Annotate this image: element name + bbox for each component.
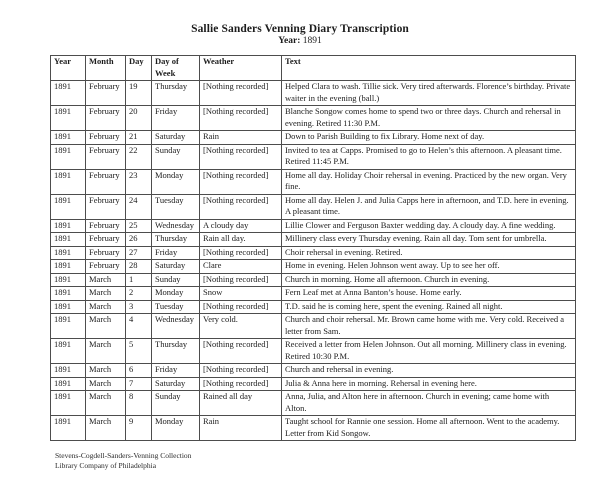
table-row (51, 377, 576, 391)
cell-day: 6 (126, 364, 152, 378)
cell-day: 22 (126, 144, 152, 169)
cell-text: Choir rehersal in evening. Retired. (282, 246, 576, 260)
cell-year: 1891 (51, 233, 86, 247)
cell-year: 1891 (51, 144, 86, 169)
cell-weather: [Nothing recorded] (200, 339, 282, 364)
cell-day: 8 (126, 391, 152, 416)
table-row (51, 246, 576, 260)
cell-day-of-week: Thursday (152, 81, 200, 106)
cell-text: Church and rehersal in evening. (282, 364, 576, 378)
cell-day: 27 (126, 246, 152, 260)
cell-day: 25 (126, 219, 152, 233)
cell-text: Millinery class every Thursday evening. Rain all day. Tom sent for umbrella. (282, 233, 576, 247)
header-day-of-week: Day of Week (152, 56, 200, 81)
cell-weather: [Nothing recorded] (200, 377, 282, 391)
cell-year: 1891 (51, 364, 86, 378)
page-subtitle (0, 36, 600, 46)
cell-day-of-week: Friday (152, 106, 200, 131)
cell-month: February (86, 194, 126, 219)
cell-month: February (86, 144, 126, 169)
page-title: Sallie Sanders Venning Diary Transcription (191, 23, 409, 35)
cell-day: 20 (126, 106, 152, 131)
table-row (51, 260, 576, 274)
cell-text: Home in evening. Helen Johnson went away. Up to see her off. (282, 260, 576, 274)
table-row (51, 364, 576, 378)
header-month: Month (86, 56, 126, 81)
cell-day: 23 (126, 169, 152, 194)
cell-day-of-week: Friday (152, 246, 200, 260)
cell-month: March (86, 377, 126, 391)
cell-day-of-week: Saturday (152, 260, 200, 274)
cell-year: 1891 (51, 416, 86, 441)
cell-day-of-week: Saturday (152, 377, 200, 391)
cell-day: 7 (126, 377, 152, 391)
table-row (51, 169, 576, 194)
document-page (0, 23, 600, 487)
table-row (51, 131, 576, 145)
cell-day-of-week: Wednesday (152, 219, 200, 233)
cell-text: Blanche Songow comes home to spend two or three days. Church and rehersal in evening. Retired 11:30 P.M. (282, 106, 576, 131)
cell-day-of-week: Sunday (152, 391, 200, 416)
cell-month: February (86, 219, 126, 233)
cell-weather: [Nothing recorded] (200, 169, 282, 194)
cell-year: 1891 (51, 314, 86, 339)
cell-weather: [Nothing recorded] (200, 194, 282, 219)
cell-year: 1891 (51, 287, 86, 301)
cell-day-of-week: Monday (152, 169, 200, 194)
cell-weather: [Nothing recorded] (200, 81, 282, 106)
table-row (51, 219, 576, 233)
cell-text: Received a letter from Helen Johnson. Out all morning. Millinery class in evening. Retired 10:30 P.M. (282, 339, 576, 364)
year-value: 1891 (302, 36, 322, 46)
cell-month: March (86, 416, 126, 441)
table-row (51, 144, 576, 169)
cell-month: February (86, 131, 126, 145)
cell-weather: Rain (200, 416, 282, 441)
table-row (51, 391, 576, 416)
table-row (51, 314, 576, 339)
cell-month: March (86, 339, 126, 364)
cell-text: Church and choir rehersal. Mr. Brown came home with me. Very cold. Received a letter from Sam. (282, 314, 576, 339)
cell-weather: [Nothing recorded] (200, 144, 282, 169)
cell-day-of-week: Thursday (152, 233, 200, 247)
year-label: Year: (278, 36, 301, 46)
cell-year: 1891 (51, 81, 86, 106)
cell-day: 1 (126, 273, 152, 287)
cell-year: 1891 (51, 260, 86, 274)
cell-month: February (86, 81, 126, 106)
cell-day: 28 (126, 260, 152, 274)
collection-credit (55, 451, 600, 470)
diary-table (50, 55, 576, 441)
cell-weather: Rain all day. (200, 233, 282, 247)
cell-weather: Snow (200, 287, 282, 301)
table-header-row (51, 56, 576, 81)
cell-year: 1891 (51, 169, 86, 194)
cell-day: 9 (126, 416, 152, 441)
credit-collection: Stevens-Cogdell-Sanders-Venning Collection (55, 451, 192, 460)
table-row (51, 339, 576, 364)
cell-month: March (86, 287, 126, 301)
cell-text: Anna, Julia, and Alton here in afternoon. Church in evening; came home with Alton. (282, 391, 576, 416)
cell-text: Home all day. Holiday Choir rehersal in evening. Practiced by the new organ. Very fine. (282, 169, 576, 194)
credit-library: Library Company of Philadelphia (55, 460, 157, 470)
cell-weather: Rain (200, 131, 282, 145)
cell-year: 1891 (51, 391, 86, 416)
cell-month: February (86, 260, 126, 274)
cell-month: February (86, 246, 126, 260)
cell-month: March (86, 391, 126, 416)
cell-month: March (86, 300, 126, 314)
cell-day-of-week: Saturday (152, 131, 200, 145)
table-row (51, 287, 576, 301)
cell-year: 1891 (51, 131, 86, 145)
cell-day-of-week: Sunday (152, 144, 200, 169)
cell-weather: Very cold. (200, 314, 282, 339)
cell-weather: [Nothing recorded] (200, 106, 282, 131)
cell-year: 1891 (51, 300, 86, 314)
cell-weather: [Nothing recorded] (200, 246, 282, 260)
cell-weather: [Nothing recorded] (200, 273, 282, 287)
cell-text: Invited to tea at Capps. Promised to go to Helen’s this afternoon. A pleasant time. Retired 11:45 P.M. (282, 144, 576, 169)
cell-weather: A cloudy day (200, 219, 282, 233)
table-row (51, 194, 576, 219)
header-day: Day (126, 56, 152, 81)
cell-day: 4 (126, 314, 152, 339)
cell-month: February (86, 233, 126, 247)
cell-text: Taught school for Rannie one session. Home all afternoon. Went to the academy. Letter from Kid Songow. (282, 416, 576, 441)
diary-table-body (51, 81, 576, 441)
cell-year: 1891 (51, 339, 86, 364)
cell-day-of-week: Thursday (152, 339, 200, 364)
cell-year: 1891 (51, 106, 86, 131)
cell-text: Lillie Clower and Ferguson Baxter wedding day. A cloudy day. A fine wedding. (282, 219, 576, 233)
cell-day: 21 (126, 131, 152, 145)
cell-day: 2 (126, 287, 152, 301)
cell-day: 26 (126, 233, 152, 247)
cell-month: March (86, 364, 126, 378)
header-year: Year (51, 56, 86, 81)
cell-day: 24 (126, 194, 152, 219)
cell-year: 1891 (51, 377, 86, 391)
cell-year: 1891 (51, 194, 86, 219)
cell-weather: Clare (200, 260, 282, 274)
cell-month: February (86, 169, 126, 194)
cell-text: Julia & Anna here in morning. Rehersal in evening here. (282, 377, 576, 391)
cell-text: Helped Clara to wash. Tillie sick. Very tired afterwards. Florence’s birthday. Private waiter in the evening (ball.) (282, 81, 576, 106)
table-row (51, 106, 576, 131)
cell-day-of-week: Wednesday (152, 314, 200, 339)
cell-month: February (86, 106, 126, 131)
cell-year: 1891 (51, 219, 86, 233)
cell-month: March (86, 314, 126, 339)
cell-day: 5 (126, 339, 152, 364)
table-row (51, 416, 576, 441)
table-row (51, 81, 576, 106)
header-weather: Weather (200, 56, 282, 81)
cell-text: Fern Leaf met at Anna Banton’s house. Home early. (282, 287, 576, 301)
cell-day-of-week: Tuesday (152, 300, 200, 314)
table-row (51, 233, 576, 247)
cell-day-of-week: Friday (152, 364, 200, 378)
table-row (51, 300, 576, 314)
header-text: Text (282, 56, 576, 81)
cell-weather: [Nothing recorded] (200, 364, 282, 378)
cell-day: 19 (126, 81, 152, 106)
cell-day-of-week: Monday (152, 287, 200, 301)
cell-year: 1891 (51, 273, 86, 287)
cell-day-of-week: Sunday (152, 273, 200, 287)
cell-text: Home all day. Helen J. and Julia Capps here in afternoon, and T.D. here in evening. A pleasant time. (282, 194, 576, 219)
cell-text: Church in morning. Home all afternoon. Church in evening. (282, 273, 576, 287)
cell-text: T.D. said he is coming here, spent the evening. Rained all night. (282, 300, 576, 314)
cell-day-of-week: Tuesday (152, 194, 200, 219)
cell-day: 3 (126, 300, 152, 314)
cell-text: Down to Parish Building to fix Library. Home next of day. (282, 131, 576, 145)
cell-weather: Rained all day (200, 391, 282, 416)
cell-year: 1891 (51, 246, 86, 260)
cell-month: March (86, 273, 126, 287)
cell-weather: [Nothing recorded] (200, 300, 282, 314)
table-row (51, 273, 576, 287)
cell-day-of-week: Monday (152, 416, 200, 441)
